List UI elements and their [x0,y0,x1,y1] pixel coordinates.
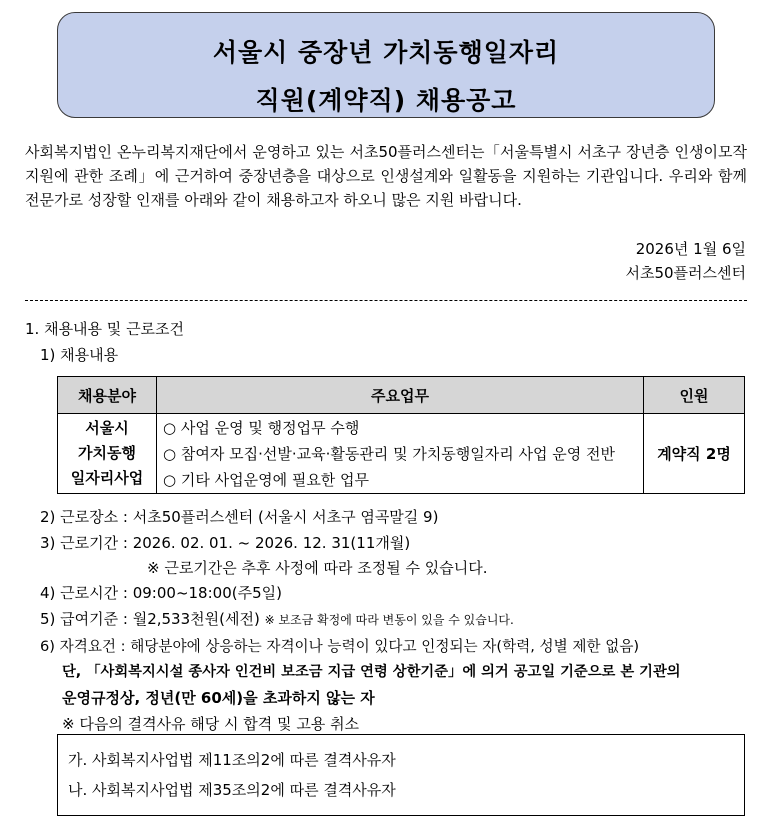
field-line: 일자리사업 [70,469,144,487]
workplace-item: 2) 근로장소 : 서초50플러스센터 (서울시 서초구 염곡말길 9) [40,508,439,526]
count-cell: 계약직 2명 [644,414,745,494]
notice-date: 2026년 1월 6일 [635,240,746,258]
hours-item: 4) 근로시간 : 09:00~18:00(주5일) [40,584,282,602]
recruitment-table [57,376,745,494]
disqualification-box [57,734,745,816]
page-title: 서울시 중장년 가치동행일자리 [212,38,560,67]
duty-item: ○ 참여자 모집·선발·교육·활동관리 및 가치동행일자리 사업 운영 전반 [163,444,616,463]
table-row [58,414,745,494]
salary-note: ※ 보조금 확정에 따라 변동이 있을 수 있습니다. [264,613,514,627]
header-field: 채용분야 [58,377,157,414]
dashed-divider [25,300,747,301]
section-heading: 1. 채용내용 및 근로조건 [25,320,185,338]
period-note: ※ 근로기간은 추후 사정에 따라 조정될 수 있습니다. [147,559,488,577]
intro-paragraph: 사회복지법인 온누리복지재단에서 운영하고 있는 서초50플러스센터는「서울특별시 서초구 장년층 인생이모작 지원에 관한 조례」에 근거하여 중장년층을 대상으로 인생설계와 일활동을 지원하는 기관입니다. 우리와 함께 전문가로 성장할 인재를 아래와 같이 채용하고자 하오니 많은 지원 바랍니다. [25,143,747,209]
qualification-condition: 단, 「사회복지시설 종사자 인건비 보조금 지급 연령 상한기준」에 의거 공고일 기준으로 본 기관의 [62,664,681,680]
duties-cell [157,414,644,494]
list-item: 가. 사회복지사업법 제11조의2에 따른 결격사유자 [68,751,396,769]
qualification-item: 6) 자격요건 : 해당분야에 상응하는 자격이나 능력이 있다고 인정되는 자(학력, 성별 제한 없음) [40,638,640,655]
salary-item: 5) 급여기준 : 월2,533천원(세전) [40,610,260,628]
subsection-heading: 1) 채용내용 [40,346,119,364]
table-header-row [58,377,745,414]
field-cell [58,414,157,494]
page-subtitle: 직원(계약직) 채용공고 [255,86,517,115]
duty-item: ○ 기타 사업운영에 필요한 업무 [163,470,370,489]
field-line: 가치동행 [78,444,136,462]
organization-name: 서초50플러스센터 [625,264,746,282]
title-banner [57,12,715,118]
header-count: 인원 [644,377,745,414]
period-item: 3) 근로기간 : 2026. 02. 01. ~ 2026. 12. 31(11개월) [40,534,411,552]
qualification-condition-2: 운영규정상, 정년(만 60세)을 초과하지 않는 자 [62,689,375,707]
salary-row [40,608,514,629]
field-line: 서울시 [85,419,129,437]
header-duties: 주요업무 [157,377,644,414]
duty-item: ○ 사업 운영 및 행정업무 수행 [163,418,360,437]
list-item: 나. 사회복지사업법 제35조의2에 따른 결격사유자 [68,781,396,799]
disqualification-note: ※ 다음의 결격사유 해당 시 합격 및 고용 취소 [62,715,360,733]
